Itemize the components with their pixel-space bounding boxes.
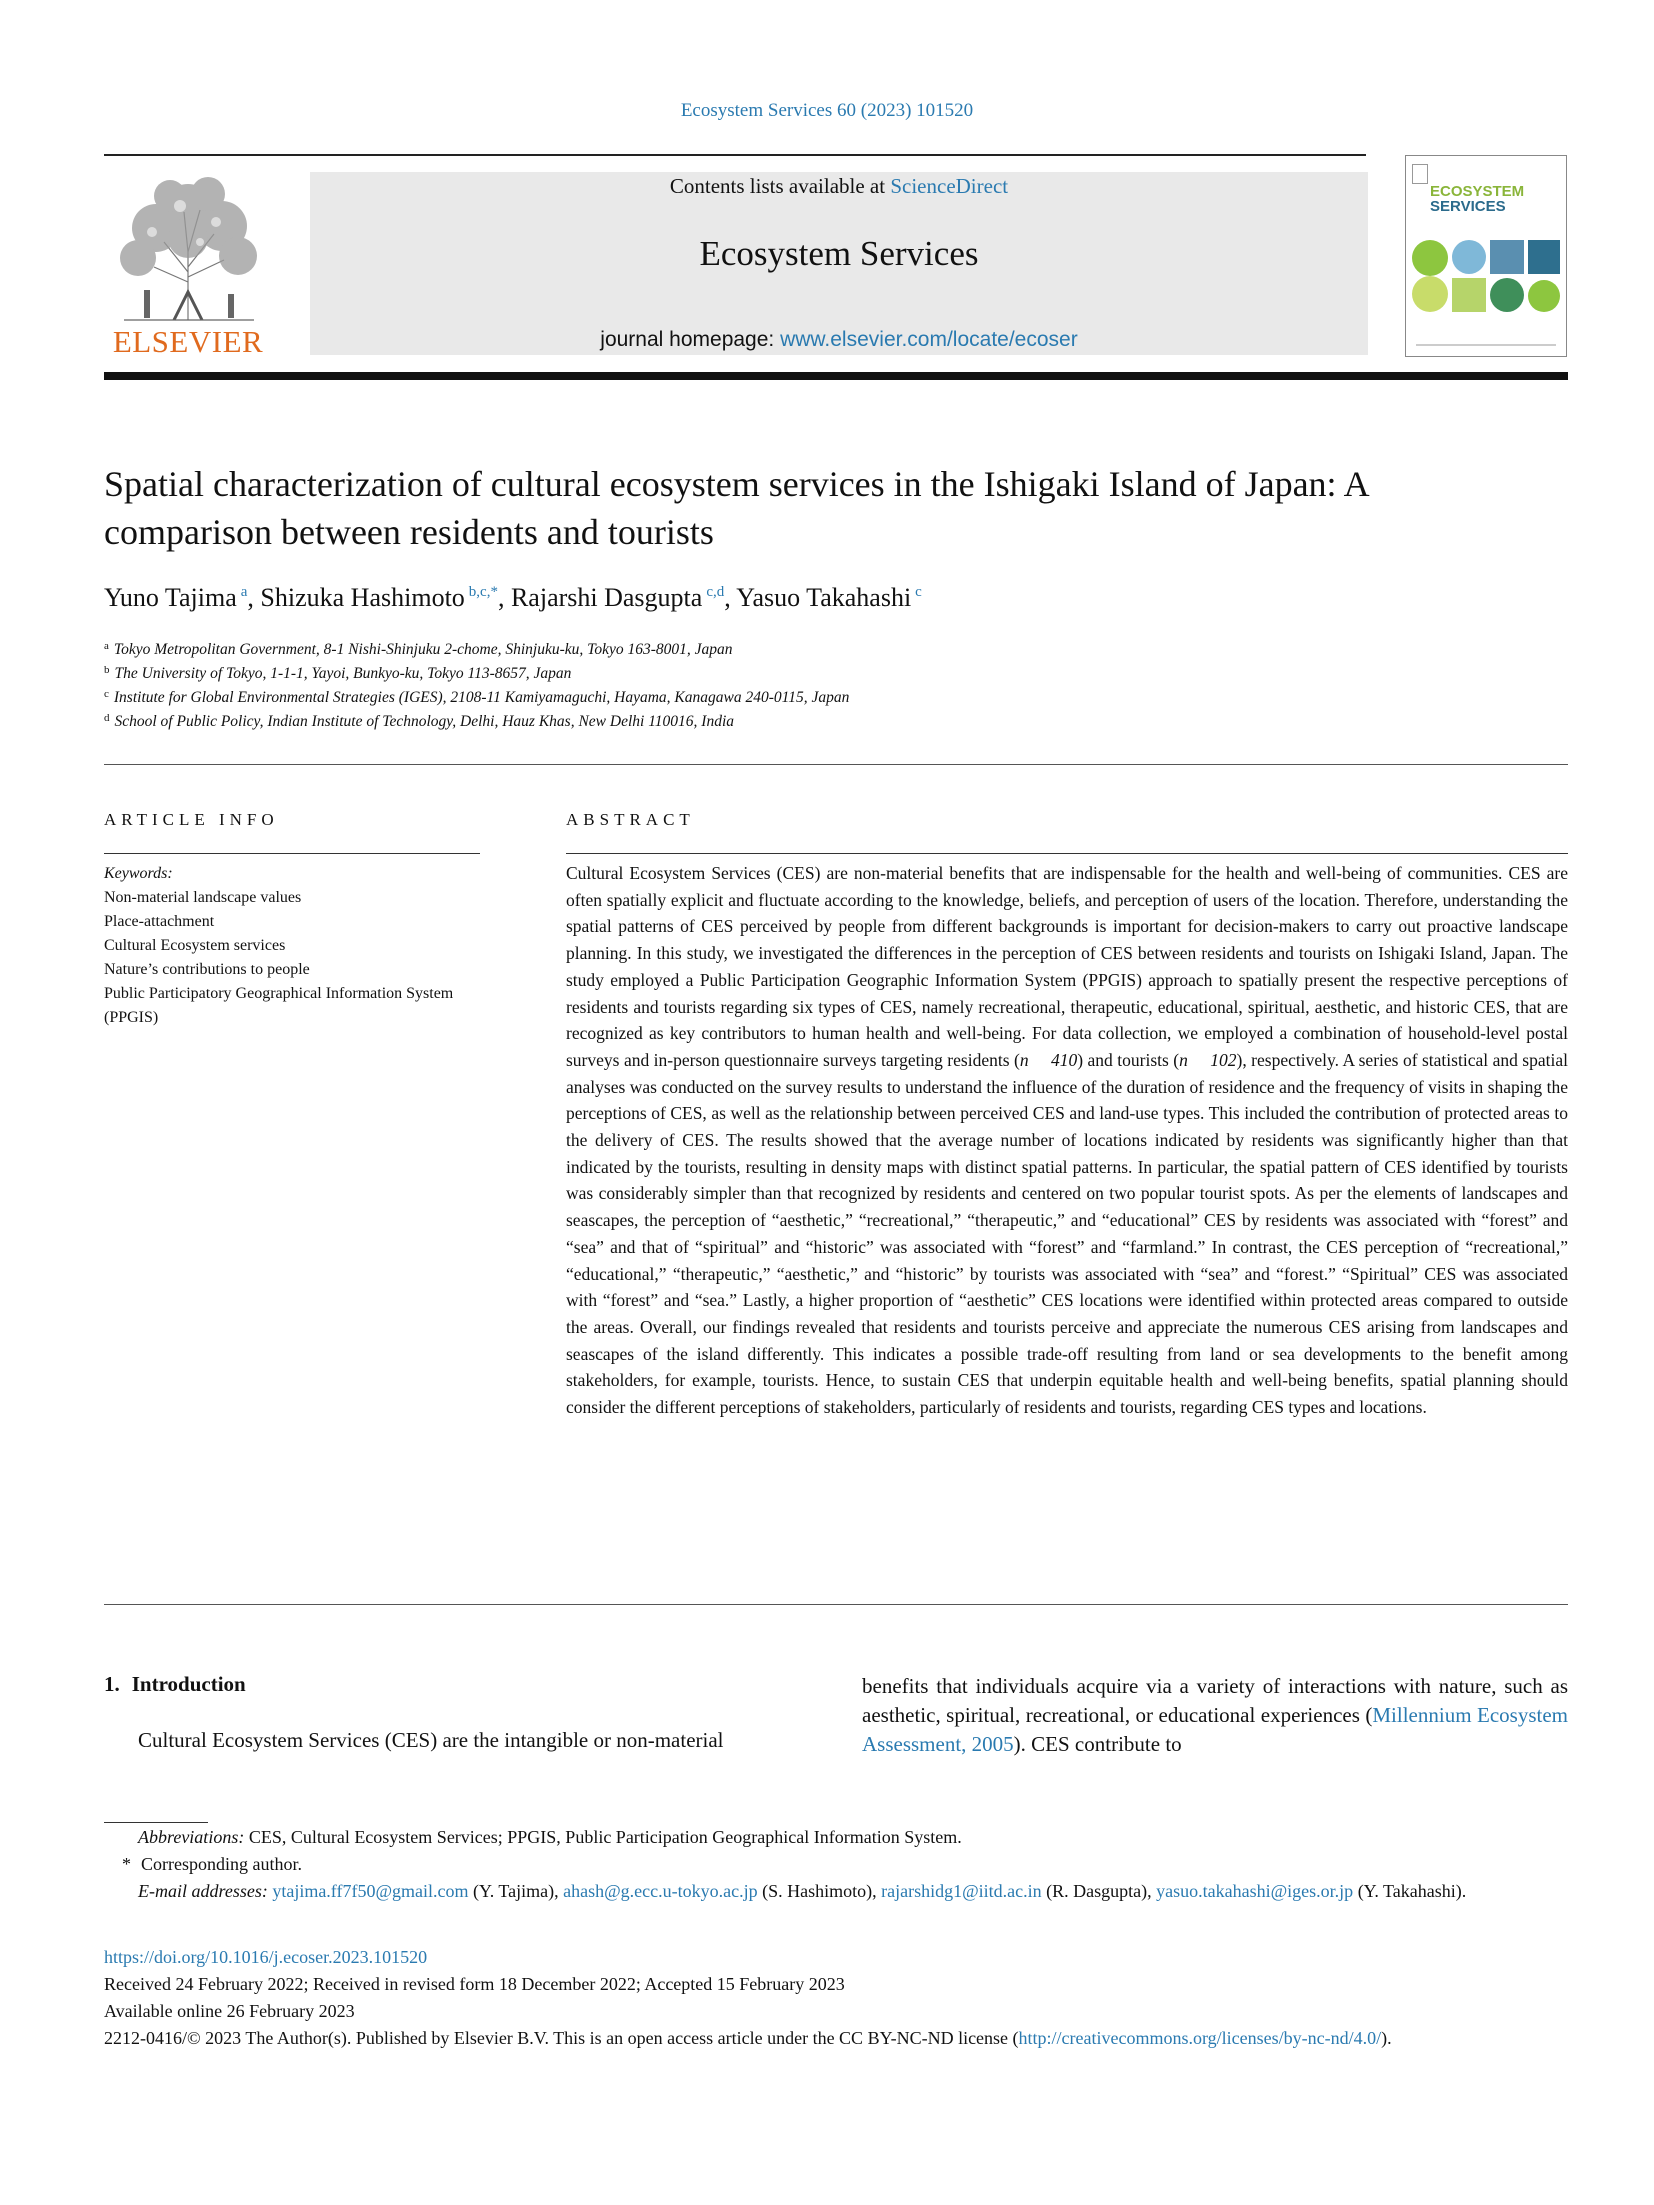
affiliation-mark: c	[104, 688, 109, 700]
author-list	[104, 583, 922, 613]
email-owner: (S. Hashimoto),	[757, 1881, 882, 1901]
email-link[interactable]: ahash@g.ecc.u-tokyo.ac.jp	[563, 1881, 758, 1901]
elsevier-logo[interactable]	[104, 172, 272, 362]
sample-size-tourists: n 102	[1179, 1049, 1237, 1070]
keyword-item: Place-attachment	[104, 913, 215, 930]
email-owner: (Y. Tajima),	[468, 1881, 564, 1901]
affiliation	[104, 664, 571, 683]
keyword-item: Non-material landscape values	[104, 889, 302, 906]
email-owner: (R. Dasgupta),	[1041, 1881, 1157, 1901]
abstract-part: Cultural Ecosystem Services (CES) are non-material benefits that are indispensable for the health and well-being of communities. CES are often spatially explicit and fluctuate according to the knowledge, beliefs, and perception of users of the location. Therefore, understanding the spatial patterns of CES perceived by people from different backgrounds is important for decision-makers to carry out proactive landscape planning. In this study, we investigated the differences in the perception of CES between residents and tourists on Ishigaki Island, Japan. The study employed a Public Participation Geographic Information System (PPGIS) approach to spatially present the respective perceptions of residents and tourists regarding six types of CES, namely recreational, therapeutic, educational, spiritual, aesthetic, and historic CES, that are recognized as key contributors to human health and well-being. For data collection, we employed a combination of household-level postal surveys and in-person questionnaire surveys targeting residents (	[566, 863, 1568, 1070]
section-title: Introduction	[131, 1672, 246, 1696]
cover-title	[1430, 184, 1524, 214]
affiliation-mark: d	[104, 712, 110, 724]
affiliation-text: The University of Tokyo, 1-1-1, Yayoi, Bunkyo-ku, Tokyo 113-8657, Japan	[114, 665, 572, 682]
journal-citation[interactable]: Ecosystem Services 60 (2023) 101520	[680, 100, 974, 121]
abstract-text	[566, 860, 1568, 1421]
corresponding-text: Corresponding author.	[141, 1854, 302, 1874]
corresponding-footnote	[104, 1851, 1586, 1878]
affiliation-mark: a	[104, 640, 109, 652]
homepage-line	[310, 328, 1368, 352]
cover-artwork-icon	[1410, 238, 1562, 314]
header-thick-rule	[104, 372, 1568, 380]
email-link[interactable]: rajarshidg1@iitd.ac.in	[881, 1881, 1042, 1901]
affiliation-text: School of Public Policy, Indian Institute of Technology, Delhi, Hauz Khas, New Delhi 110016, India	[114, 713, 735, 730]
abstract-end-rule	[104, 1604, 1568, 1605]
homepage-prefix: journal homepage:	[600, 328, 781, 351]
keyword-item: Public Participatory Geographical Information System (PPGIS)	[104, 985, 454, 1026]
abstract-rule	[566, 853, 1568, 854]
header-rule	[104, 154, 1366, 156]
article-title: Spatial characterization of cultural ecosystem services in the Ishigaki Island of Japan: A comparison between residents and tourists	[104, 464, 1368, 552]
cover-publisher-icon	[1412, 164, 1428, 184]
elsevier-tree-icon	[104, 172, 272, 322]
corresponding-mark: *	[122, 1854, 131, 1874]
author-separator: ,	[497, 583, 511, 612]
section-divider	[104, 764, 1568, 765]
journal-banner	[310, 172, 1368, 355]
keyword-item: Nature’s contributions to people	[104, 961, 310, 978]
doi-link[interactable]: https://doi.org/10.1016/j.ecoser.2023.101520	[104, 1947, 428, 1967]
abstract-heading: ABSTRACT	[566, 810, 695, 829]
author-affiliation-marker[interactable]: c,d	[706, 584, 725, 600]
intro-text: ). CES contribute to	[1013, 1732, 1182, 1756]
introduction-right-column	[862, 1672, 1568, 1759]
email-link[interactable]: yasuo.takahashi@iges.or.jp	[1156, 1881, 1354, 1901]
affiliation	[104, 688, 849, 707]
affiliation-text: Tokyo Metropolitan Government, 8-1 Nishi-Shinjuku 2-chome, Shinjuku-ku, Tokyo 163-8001, Japan	[113, 641, 733, 658]
article-info-rule	[104, 853, 480, 854]
sample-size-residents: n 410	[1019, 1049, 1078, 1070]
license-end: ).	[1381, 2028, 1392, 2048]
cover-title-line-2: SERVICES	[1430, 198, 1506, 215]
cover-title-line-1: ECOSYSTEM	[1430, 183, 1525, 200]
introduction-heading	[104, 1672, 246, 1697]
author-name[interactable]: Rajarshi Dasgupta	[510, 583, 703, 612]
publisher-wordmark: ELSEVIER	[112, 324, 264, 359]
cover-footer-bar	[1416, 344, 1556, 346]
contents-line	[310, 174, 1368, 199]
keywords-block	[104, 862, 484, 1030]
abstract-part: ) and tourists (	[1077, 1049, 1180, 1070]
introduction-left-column: Cultural Ecosystem Services (CES) are the intangible or non-material	[138, 1728, 724, 1752]
license-statement	[104, 2025, 1568, 2052]
contents-prefix: Contents lists available at	[669, 174, 891, 198]
affiliation	[104, 712, 734, 731]
author-name[interactable]: Shizuka Hashimoto	[260, 583, 465, 612]
journal-cover[interactable]	[1405, 155, 1567, 357]
abstract-part: ), respectively. A series of statistical and spatial analyses was conducted on the survey results to understand the influence of the duration of residence and the frequency of visits in shaping the perceptions of CES, as well as the relationship between perceived CES and land-use types. This included the contribution of protected areas to the delivery of CES. The results showed that the average number of locations indicated by residents was significantly higher than that indicated by the tourists, resulting in density maps with distinct spatial patterns. In particular, the spatial pattern of CES identified by tourists was considerably simpler than that recognized by residents and centered on two popular tourist spots. As per the elements of landscapes and seascapes, the perception of “aesthetic,” “recreational,” “therapeutic,” and “educational” CES by residents was associated with “forest” and “sea” and that of “spiritual” and “historic” was associated with “forest” and “farmland.” In contrast, the CES perception of “recreational,” “educational,” “therapeutic,” “aesthetic,” and “historic” by tourists was associated with “sea” and “forest.” “Spiritual” CES was associated with “forest” and “sea.” Lastly, a higher proportion of “aesthetic” CES locations were identified within protected areas compared to outside the areas. Overall, our findings revealed that residents and tourists perceive and appreciate the numerous CES arising from landscapes and seascapes of the island differently. This indicates a possible trade-off resulting from land or sea developments to the benefit among stakeholders, for example, tourists. Hence, to sustain CES that underpin equitable health and well-being benefits, spatial planning should consider the different perceptions of stakeholders, particularly of residents and tourists, regarding CES types and locations.	[566, 1049, 1568, 1418]
email-owner: (Y. Takahashi).	[1353, 1881, 1467, 1901]
affiliation-mark: b	[104, 664, 110, 676]
available-online: Available online 26 February 2023	[104, 2001, 355, 2021]
abbreviations-label: Abbreviations:	[138, 1827, 245, 1847]
reference-link[interactable]: Millennium Ecosystem Assessment, 2005	[862, 1703, 1568, 1756]
author-affiliation-marker[interactable]: b,c,*	[468, 584, 498, 600]
author-name[interactable]: Yasuo Takahashi	[736, 583, 912, 612]
sciencedirect-link[interactable]: ScienceDirect	[890, 174, 1009, 198]
email-link[interactable]: ytajima.ff7f50@gmail.com	[272, 1881, 469, 1901]
journal-name: Ecosystem Services	[699, 234, 979, 273]
author-separator: ,	[724, 583, 737, 612]
received-dates: Received 24 February 2022; Received in revised form 18 December 2022; Accepted 15 February 2023	[104, 1974, 845, 1994]
affiliation	[104, 640, 733, 659]
author-affiliation-marker[interactable]: c	[915, 584, 922, 600]
homepage-link[interactable]: www.elsevier.com/locate/ecoser	[780, 328, 1078, 351]
email-footnote	[104, 1878, 1568, 1905]
article-info-heading: ARTICLE INFO	[104, 810, 279, 829]
abbreviations-text: CES, Cultural Ecosystem Services; PPGIS, Public Participation Geographical Information System.	[244, 1827, 962, 1847]
section-number: 1.	[104, 1672, 120, 1696]
license-link[interactable]: http://creativecommons.org/licenses/by-nc-nd/4.0/	[1018, 2028, 1382, 2048]
abbreviations-footnote	[104, 1824, 1602, 1851]
keyword-item: Cultural Ecosystem services	[104, 937, 286, 954]
footnote-rule	[104, 1822, 208, 1823]
author-name[interactable]: Yuno Tajima	[104, 583, 237, 612]
author-affiliation-marker[interactable]: a	[240, 584, 248, 600]
email-label: E-mail addresses:	[138, 1881, 268, 1901]
affiliation-text: Institute for Global Environmental Strategies (IGES), 2108-11 Kamiyamaguchi, Hayama, Kanagawa 240-0115, Japan	[113, 689, 850, 706]
keywords-label: Keywords:	[104, 865, 173, 882]
intro-text: benefits that individuals acquire via a variety of interactions with nature, such as aesthetic, spiritual, recreational, or educational experiences (	[862, 1674, 1568, 1727]
license-text: 2212-0416/© 2023 The Author(s). Published by Elsevier B.V. This is an open access article under the CC BY-NC-ND license (	[104, 2028, 1019, 2048]
author-separator: ,	[247, 583, 261, 612]
